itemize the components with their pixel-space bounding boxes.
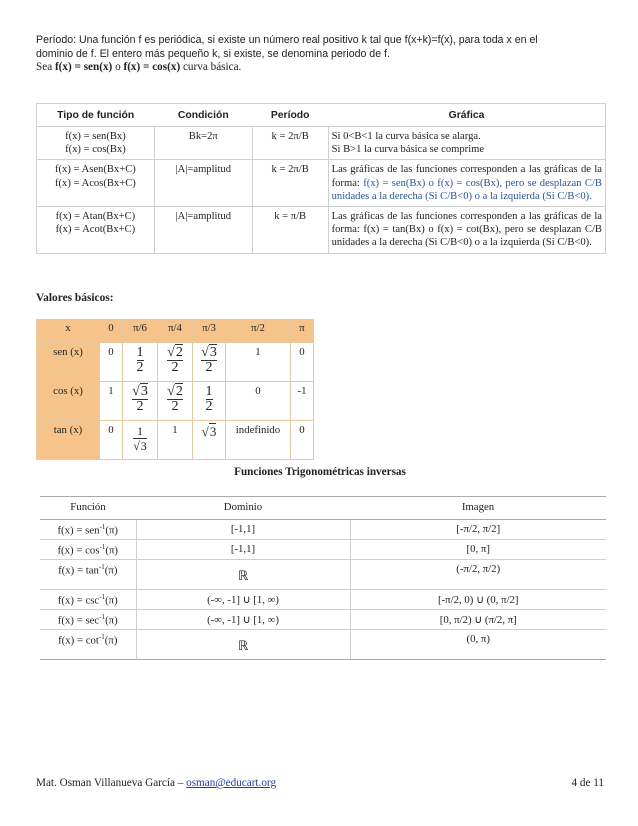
header-condicion: Condición xyxy=(154,104,252,127)
frac-num: √3 xyxy=(201,345,217,360)
fn-text: f(x) = cot xyxy=(58,634,99,647)
radicand: 3 xyxy=(209,424,217,439)
tipo-line: f(x) = sen(Bx) xyxy=(65,131,126,142)
tipo-cell xyxy=(37,160,155,207)
radicand: 2 xyxy=(175,384,183,399)
valores-header xyxy=(37,320,314,343)
periodo-table-header xyxy=(37,104,606,127)
frac-den: 2 xyxy=(167,399,183,414)
intro-paragraph xyxy=(36,34,604,75)
tipo-cell xyxy=(37,207,155,254)
condicion-cell: |A|=amplitud xyxy=(154,160,252,207)
value-cell xyxy=(158,382,193,421)
valores-table xyxy=(36,319,314,460)
header-imagen: Imagen xyxy=(350,497,606,520)
table-row xyxy=(37,343,314,382)
formula-cos: f(x) = cos(x) xyxy=(123,61,181,74)
tipo-line: f(x) = Asen(Bx+C) xyxy=(55,164,136,176)
imagen-cell: [0, π] xyxy=(350,540,606,560)
fn-exp: -1 xyxy=(98,633,105,641)
imagen-cell: [0, π/2) ∪ (π/2, π] xyxy=(350,610,606,630)
fn-exp: -1 xyxy=(99,613,106,621)
value-cell: 0 xyxy=(100,421,123,460)
value-cell: 1 xyxy=(100,382,123,421)
grafica-cell xyxy=(328,127,605,160)
funcion-cell xyxy=(40,630,136,660)
tipo-line: f(x) = cos(Bx) xyxy=(65,144,126,156)
page-footer xyxy=(36,777,604,789)
grafica-formula: f(x) = sen(Bx) o f(x) = cos(Bx), xyxy=(363,177,503,189)
table-row xyxy=(37,160,606,207)
fn-arg: (π) xyxy=(105,614,118,627)
header-dominio: Dominio xyxy=(136,497,350,520)
value-cell: 0 xyxy=(226,382,291,421)
value-cell xyxy=(123,421,158,460)
table-row xyxy=(40,560,606,590)
intro-or: o xyxy=(112,61,124,74)
funcion-cell xyxy=(40,610,136,630)
fn-exp: -1 xyxy=(99,593,106,601)
table-row xyxy=(40,540,606,560)
frac-num: √2 xyxy=(167,384,183,399)
tipo-line: f(x) = Atan(Bx+C) xyxy=(55,211,136,223)
header-funcion: Función xyxy=(40,497,136,520)
frac-num: 1 xyxy=(136,345,144,360)
frac-den: 2 xyxy=(167,360,183,375)
value-cell xyxy=(123,382,158,421)
fn-exp: -1 xyxy=(99,543,106,551)
intro-line-2: dominio de f. El entero más pequeño k, si existe, se denomina periodo de f. xyxy=(36,47,390,60)
valores-basicos-title: Valores básicos: xyxy=(36,292,114,304)
fn-text: f(x) = sen xyxy=(57,524,100,537)
table-row xyxy=(37,207,606,254)
header-x: x xyxy=(37,320,100,343)
grafica-line: Si 0<B<1 la curva básica se alarga. xyxy=(331,131,481,142)
header-pi3: π/3 xyxy=(193,320,226,343)
frac-den: √3 xyxy=(133,439,147,453)
periodo-cell: k = 2π/B xyxy=(252,160,328,207)
imagen-cell: [-π/2, 0) ∪ (0, π/2] xyxy=(350,590,606,610)
header-0: 0 xyxy=(100,320,123,343)
fn-arg: (π) xyxy=(105,594,118,607)
fn-text: f(x) = cos xyxy=(57,544,100,557)
intro-curva: curva básica. xyxy=(180,61,242,74)
radicand: 2 xyxy=(175,345,183,360)
fn-exp: -1 xyxy=(99,523,106,531)
value-cell: 0 xyxy=(100,343,123,382)
tipo-cell xyxy=(37,127,155,160)
header-pi2: π/2 xyxy=(226,320,291,343)
grafica-cell: Las gráficas de las funciones corresponden a las gráficas de la forma: f(x) = tan(Bx) o f(x) = cot(Bx), pero se desplazan C/B unidades a la derecha (Si C/B<0) o a la izquierda (Si C/B<0). xyxy=(328,207,605,254)
frac-num: √3 xyxy=(132,384,148,399)
grafica-cell xyxy=(328,160,605,207)
footer-author: Mat. Osman Villanueva García – xyxy=(36,777,187,789)
fn-text: f(x) = tan xyxy=(58,564,99,577)
fn-arg: (π) xyxy=(105,544,119,557)
fn-text: f(x) = sec xyxy=(57,614,100,627)
header-pi4: π/4 xyxy=(158,320,193,343)
value-cell: indefinido xyxy=(226,421,291,460)
value-cell: 0 xyxy=(291,343,314,382)
fn-arg: (π) xyxy=(104,564,118,577)
table-row xyxy=(40,630,606,660)
funcion-cell xyxy=(40,590,136,610)
value-cell xyxy=(193,382,226,421)
header-pi6: π/6 xyxy=(123,320,158,343)
grafica-line: Si B>1 la curva básica se comprime xyxy=(331,144,485,156)
dominio-cell: [-1,1] xyxy=(136,540,350,560)
radicand: 3 xyxy=(140,384,148,399)
fn-exp: -1 xyxy=(98,563,105,571)
intro-line-1: Período: Una función f es periódica, si existe un número real positivo k tal que f(x+k)=f(x), para toda x en el xyxy=(36,34,538,46)
inversas-table xyxy=(40,496,606,660)
fn-arg: (π) xyxy=(105,524,119,537)
row-label-tan: tan (x) xyxy=(37,421,100,460)
value-cell xyxy=(193,421,226,460)
table-row xyxy=(40,590,606,610)
periodo-table xyxy=(36,103,606,254)
condicion-cell: |A|=amplitud xyxy=(154,207,252,254)
fn-text: f(x) = csc xyxy=(57,594,100,607)
header-grafica: Gráfica xyxy=(328,104,605,127)
frac-den: 2 xyxy=(136,360,144,375)
frac-num: 1 xyxy=(205,384,213,399)
periodo-cell: k = 2π/B xyxy=(252,127,328,160)
formula-sen: f(x) = sen(x) xyxy=(54,61,113,74)
value-cell: -1 xyxy=(291,382,314,421)
footer-page-number: 4 de 11 xyxy=(571,777,604,789)
frac-den: 2 xyxy=(205,399,213,414)
dominio-cell xyxy=(136,560,350,590)
frac-den: 2 xyxy=(132,399,148,414)
sqrt-value: √3 xyxy=(201,424,217,439)
table-row xyxy=(37,421,314,460)
value-cell: 1 xyxy=(158,421,193,460)
header-periodo: Período xyxy=(252,104,328,127)
periodo-cell: k = π/B xyxy=(252,207,328,254)
fn-arg: (π) xyxy=(104,634,118,647)
table-row xyxy=(37,382,314,421)
value-cell xyxy=(123,343,158,382)
frac-num: 1 xyxy=(137,424,143,438)
frac-den: 2 xyxy=(201,360,217,375)
dominio-cell: [-1,1] xyxy=(136,520,350,540)
grafica-text: Las gráficas de las funciones corresponden a las gráficas de la forma: xyxy=(331,164,602,189)
dominio-cell: (-∞, -1] ∪ [1, ∞) xyxy=(136,590,350,610)
grafica-text-blue: pero se desplazan C/B unidades a la derecha (Si C/B<0) o a la izquierda (Si C/B<0). xyxy=(331,177,602,202)
imagen-cell: (-π/2, π/2) xyxy=(350,560,606,590)
tipo-line: f(x) = Acot(Bx+C) xyxy=(55,224,136,236)
header-pi: π xyxy=(291,320,314,343)
header-tipo: Tipo de función xyxy=(37,104,155,127)
row-label-sen: sen (x) xyxy=(37,343,100,382)
table-row xyxy=(37,127,606,160)
table-row xyxy=(40,520,606,540)
tipo-line: f(x) = Acos(Bx+C) xyxy=(55,177,136,189)
funcion-cell xyxy=(40,540,136,560)
funcion-cell xyxy=(40,520,136,540)
real-symbol: ℝ xyxy=(237,639,249,654)
imagen-cell: [-π/2, π/2] xyxy=(350,520,606,540)
intro-sea: Sea xyxy=(36,61,55,74)
value-cell: 1 xyxy=(226,343,291,382)
radicand: 3 xyxy=(209,345,217,360)
value-cell: 0 xyxy=(291,421,314,460)
radicand: 3 xyxy=(140,439,147,453)
real-symbol: ℝ xyxy=(237,569,249,584)
table-row xyxy=(40,610,606,630)
condicion-cell: Bk=2π xyxy=(154,127,252,160)
funcion-cell xyxy=(40,560,136,590)
value-cell xyxy=(158,343,193,382)
footer-email-link[interactable]: osman@educart.org xyxy=(186,777,277,789)
frac-num: √2 xyxy=(167,345,183,360)
value-cell xyxy=(193,343,226,382)
row-label-cos: cos (x) xyxy=(37,382,100,421)
inversas-header xyxy=(40,497,606,520)
inversas-title: Funciones Trigonométricas inversas xyxy=(234,466,406,478)
dominio-cell xyxy=(136,630,350,660)
imagen-cell: (0, π) xyxy=(350,630,606,660)
dominio-cell: (-∞, -1] ∪ [1, ∞) xyxy=(136,610,350,630)
